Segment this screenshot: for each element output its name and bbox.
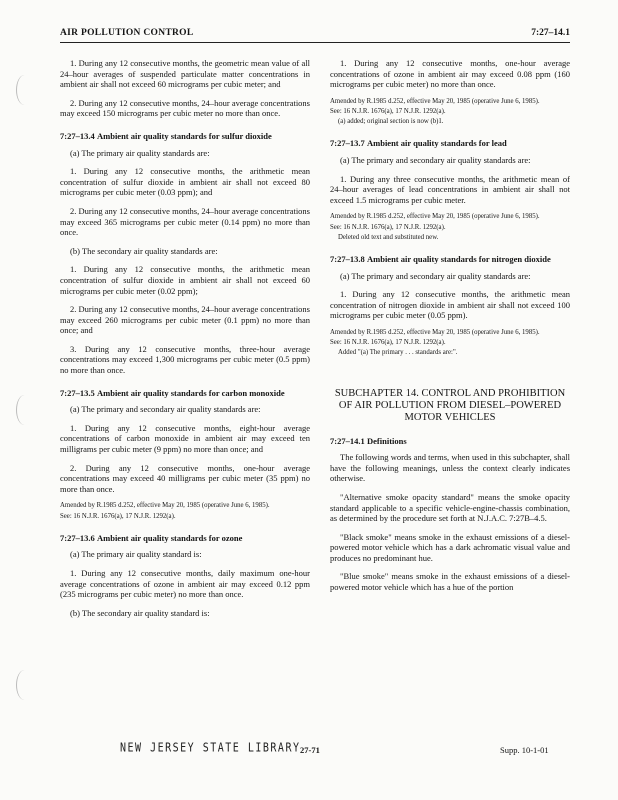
section-heading-14-1 xyxy=(330,436,570,447)
paragraph: 3. During any 12 consecutive months, three-hour average concentrations may exceed 1,300 micrograms per cubic meter (0.5 ppm) no more than once. xyxy=(60,343,310,376)
binder-hole-mark xyxy=(16,670,33,700)
paragraph: 1. During any 12 consecutive months, the arithmetic mean concentration of nitrogen dioxide in ambient air shall not exceed 100 micrograms per cubic meter (0.05 ppm). xyxy=(330,289,570,321)
section-title: Ambient air quality standards for sulfur dioxide xyxy=(97,130,272,141)
history-note: Amended by R.1985 d.252, effective May 20, 1985 (operative June 6, 1985). xyxy=(60,502,270,510)
history-note: See: 16 N.J.R. 1676(a), 17 N.J.R. 1292(a). xyxy=(60,512,176,520)
history-note: Amended by R.1985 d.252, effective May 20, 1985 (operative June 6, 1985). xyxy=(330,328,540,336)
section-title: Ambient air quality standards for lead xyxy=(367,138,507,149)
left-column xyxy=(60,58,310,626)
history-note: See: 16 N.J.R. 1676(a), 17 N.J.R. 1292(a). xyxy=(330,107,446,115)
binder-hole-mark xyxy=(16,395,33,425)
history-note: Amended by R.1985 d.252, effective May 20, 1985 (operative June 6, 1985). xyxy=(330,213,540,221)
paragraph: "Blue smoke" means smoke in the exhaust emissions of a diesel-powered motor vehicle which has a hue of the portion xyxy=(330,571,570,593)
paragraph: 1. During any 12 consecutive months, the arithmetic mean concentration of sulfur dioxide in ambient air shall not exceed 80 micrograms per cubic meter (0.03 ppm); and xyxy=(60,166,310,198)
right-column xyxy=(330,58,570,601)
section-heading-13-4 xyxy=(60,131,310,142)
section-heading-13-5 xyxy=(60,388,310,399)
section-heading-13-7 xyxy=(330,138,570,149)
history-notes xyxy=(330,329,570,358)
section-title: Ambient air quality standards for ozone xyxy=(97,532,243,543)
binder-hole-mark xyxy=(16,75,33,105)
section-heading-13-8 xyxy=(330,254,570,265)
paragraph: The following words and terms, when used in this subchapter, shall have the following meanings, unless the context clearly indicates otherwise. xyxy=(330,452,570,484)
paragraph: (a) The primary air quality standards are: xyxy=(70,147,210,158)
paragraph: 2. During any 12 consecutive months, 24–hour average concentrations may exceed 260 micrograms per cubic meter (0.1 ppm) no more than once; and xyxy=(60,304,310,336)
paragraph: (a) The primary and secondary air quality standards are: xyxy=(340,154,531,165)
paragraph: 1. During any 12 consecutive months, one-hour average concentrations of ozone in ambient air may exceed 0.08 ppm (160 micrograms per cubic meter) no more than once. xyxy=(330,58,570,90)
running-header xyxy=(60,28,570,43)
section-number: 7:27–13.6 xyxy=(60,532,95,543)
paragraph: "Black smoke" means smoke in the exhaust emissions of a diesel-powered motor vehicle which has a dark achromatic visual value and produces no predominant hue. xyxy=(330,531,570,563)
header-title: AIR POLLUTION CONTROL xyxy=(60,28,194,38)
section-number: 7:27–13.8 xyxy=(330,253,365,264)
paragraph: 1. During any 12 consecutive months, eight-hour average concentrations of carbon monoxide in ambient air may exceed ten milligrams per cubic meter (9 ppm) no more than once; and xyxy=(60,422,310,455)
paragraph: (b) The secondary air quality standards are: xyxy=(70,245,218,256)
history-note: See: 16 N.J.R. 1676(a), 17 N.J.R. 1292(a). xyxy=(330,223,446,231)
paragraph: 1. During any 12 consecutive months, the arithmetic mean concentration of sulfur dioxide in ambient air shall not exceed 60 micrograms per cubic meter (0.02 ppm); xyxy=(60,264,310,296)
section-number: 7:27–13.7 xyxy=(330,138,365,149)
supplement-date: Supp. 10-1-01 xyxy=(500,745,549,755)
paragraph: (a) The primary air quality standard is: xyxy=(70,549,202,560)
section-title: Definitions xyxy=(367,435,407,446)
section-title: Ambient air quality standards for nitrogen dioxide xyxy=(367,253,551,264)
history-note: Deleted old text and substituted new. xyxy=(338,233,439,241)
paragraph: (b) The secondary air quality standard is: xyxy=(70,607,210,618)
section-number: 7:27–13.5 xyxy=(60,387,95,398)
paragraph: 1. During any three consecutive months, the arithmetic mean of 24–hour averages of lead concentrations in ambient air shall not exceed 1.5 micrograms per cubic meter. xyxy=(330,173,570,205)
history-note: Added "(a) The primary . . . standards are:". xyxy=(338,349,458,357)
paragraph: 2. During any 12 consecutive months, 24–hour average concentrations may exceed 365 micrograms per cubic meter (0.14 ppm) no more than once. xyxy=(60,205,310,238)
history-notes xyxy=(330,213,570,242)
paragraph: (a) The primary and secondary air quality standards are: xyxy=(340,270,531,281)
header-section-range: 7:27–14.1 xyxy=(531,28,570,38)
history-note: See: 16 N.J.R. 1676(a), 17 N.J.R. 1292(a). xyxy=(330,339,446,347)
library-stamp: NEW JERSEY STATE LIBRARY xyxy=(120,741,301,756)
paragraph: 1. During any 12 consecutive months, daily maximum one-hour average concentrations of ozone in ambient air may exceed 0.12 ppm (235 micrograms per cubic meter) no more than once. xyxy=(60,568,310,600)
section-title: Ambient air quality standards for carbon monoxide xyxy=(97,387,285,398)
section-number: 7:27–14.1 xyxy=(330,435,365,446)
history-notes xyxy=(60,502,310,520)
section-heading-13-6 xyxy=(60,533,310,544)
paragraph: 2. During any 12 consecutive months, 24–hour average concentrations may exceed 150 micrograms per cubic meter no more than once. xyxy=(60,97,310,119)
history-note: (a) added; original section is now (b)1. xyxy=(338,118,444,126)
paragraph: 2. During any 12 consecutive months, one-hour average concentrations may exceed 40 milligrams per cubic meter (35 ppm) no more than once. xyxy=(60,462,310,494)
subchapter-heading: SUBCHAPTER 14. CONTROL AND PROHIBITION OF AIR POLLUTION FROM DIESEL–POWERED MOTOR VEHICLES xyxy=(334,387,566,423)
paragraph: "Alternative smoke opacity standard" means the smoke opacity standard applicable to a specific vehicle-engine-chassis combination, as determined by the procedure set forth at N.J.A.C. 7:27B–4.5. xyxy=(330,491,570,524)
history-notes xyxy=(330,98,570,127)
page-number: 27-71 xyxy=(300,745,320,755)
history-note: Amended by R.1985 d.252, effective May 20, 1985 (operative June 6, 1985). xyxy=(330,97,540,105)
paragraph: 1. During any 12 consecutive months, the geometric mean value of all 24–hour averages of suspended particulate matter concentrations in ambient air shall not exceed 60 micrograms per cubic meter; and xyxy=(60,58,310,90)
paragraph: (a) The primary and secondary air quality standards are: xyxy=(70,404,261,415)
section-number: 7:27–13.4 xyxy=(60,130,95,141)
